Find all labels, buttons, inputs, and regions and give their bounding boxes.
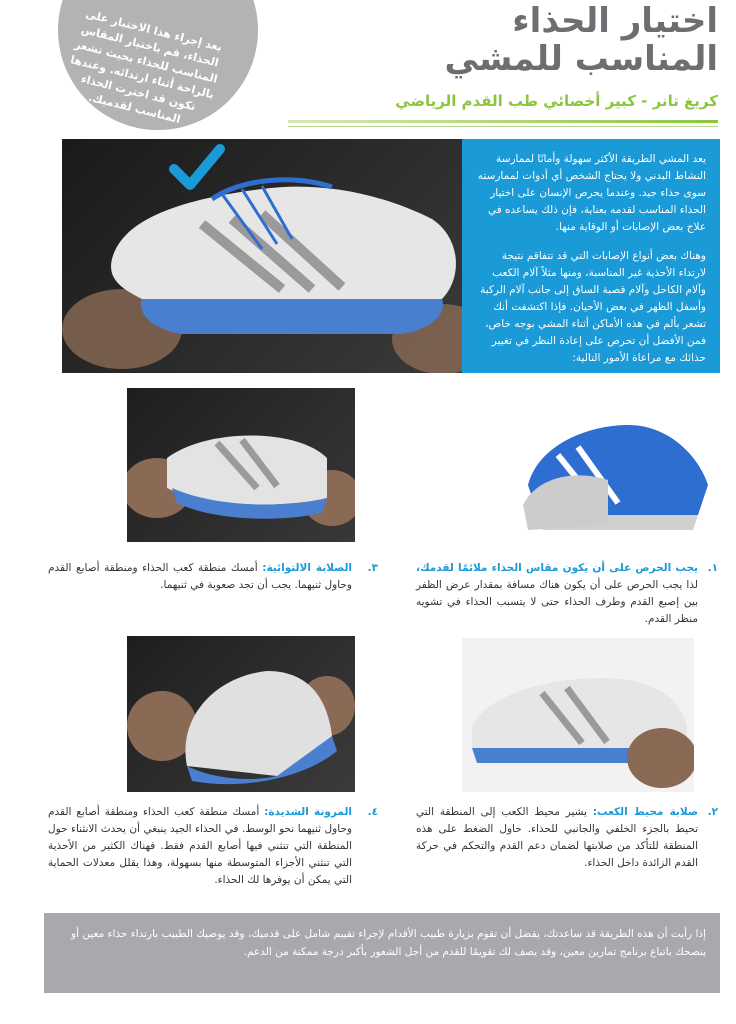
photo-torsional-test xyxy=(127,388,355,542)
step-4 xyxy=(48,804,378,889)
photo-flexibility-test xyxy=(127,636,355,792)
step-4-body: أمسك منطقة كعب الحذاء ومنطقة أصابع القدم وحاول ثنيهما نحو الوسط. في الحذاء الجيد ينبغي أن يحدث الانثناء حول المنطقة التي تنثني فيها أصابع القدم فقط. فهناك الكثير من الأحذية التي تنثني الأجزاء المتوسطة منها بسهولة، وهذا يقلل معدلات الحماية التي يمكن أن يوفرها لك الحذاء. xyxy=(48,806,352,886)
step-2-number: ٢. xyxy=(707,806,718,818)
step-3-body: أمسك منطقة كعب الحذاء ومنطقة أصابع القدم وحاول ثنيهما. يجب أن تجد صعوبة في ثنيهما. xyxy=(48,562,352,591)
shoe-pair-illustration xyxy=(498,385,718,543)
step-3 xyxy=(48,560,378,594)
step-3-number: ٣. xyxy=(367,562,378,574)
hero-shoe-photo xyxy=(62,139,462,373)
check-mark-icon xyxy=(166,139,226,199)
step-3-lead: الصلابة الالتوائية: xyxy=(262,562,353,574)
bending-shoe-illustration xyxy=(127,636,355,792)
step-1-number: ١. xyxy=(707,562,718,574)
step-1 xyxy=(416,560,718,628)
step-2-lead: صلابة محيط الكعب: xyxy=(592,806,698,818)
heel-press-illustration xyxy=(462,638,694,792)
photo-heel-counter-test xyxy=(462,638,694,792)
step-1-body: لذا يجب الحرص على أن يكون هناك مسافة بمقدار عرض الظفر بين إصبع القدم وطرف الحذاء حتى لا يتسبب الحذاء في تشويه منظر القدم. xyxy=(416,579,698,625)
step-2-body: يشير محيط الكعب إلى المنطقة التي تحيط بالجزء الخلفي والجانبي للحذاء. حاول الضغط على هذه المنطقة للتأكد من صلابتها لضمان دعم القدم والتحكم في حركة القدم الزائدة داخل الحذاء. xyxy=(416,806,698,869)
author-subtitle: كريغ تانر - كبير أخصائي طب القدم الرياضي xyxy=(395,92,718,110)
title-line-2: المناسب للمشي xyxy=(444,39,718,79)
title-line-1: اختيار الحذاء xyxy=(512,1,718,41)
photo-shoe-pair xyxy=(498,385,718,543)
step-1-lead: يجب الحرص على أن يكون مقاس الحذاء ملائمًا لقدمك، xyxy=(416,562,698,574)
step-4-lead: المرونة الشديدة: xyxy=(264,806,352,818)
step-4-number: ٤. xyxy=(367,806,378,818)
intro-paragraph-2: وهناك بعض أنواع الإصابات التي قد تتفاقم نتيجة لارتداء الأحذية غير المناسبة، ومنها مثلاً آلام الكعب وآلام الكاحل وآلام قصبة الساق إلى جانب آلام الركبة وأسفل الظهر في بعض الأحيان. فإذا اكتشفت أنك تشعر بألم في هذه الأماكن أثناء المشي بوجه خاص، فمن الأفضل أن تحرص على إعادة النظر في تغيير حذائك مع مراعاة الأمور التالية: xyxy=(480,250,706,364)
conclusion-box: إذا رأيت أن هذه الطريقة قد ساعدتك، يفضل أن تقوم بزيارة طبيب الأقدام لإجراء تقييم شامل على قدميك، وقد يوصيك الطبيب بارتداء حذاء معين أو ينصحك باتباع برنامج تمارين معين، وقد يصف لك تقويمًا للقدم من أجل الشعور بأكبر درجة ممكنة من الدعم. xyxy=(44,913,720,993)
divider-rule xyxy=(288,120,718,123)
twisting-shoe-illustration xyxy=(127,388,355,542)
intro-box xyxy=(462,139,720,373)
step-2 xyxy=(416,804,718,872)
note-circle-text: بعد إجراء هذا الاختبار على الحذاء، قم باختيار المقاس المناسب للحذاء بحيث تشعر بالراحة أثناء ارتدائه. وعندها تكون قد اخترت الحذاء المناسب لقدميك. xyxy=(69,7,224,127)
divider-rule-thin xyxy=(288,126,718,127)
shoe-illustration xyxy=(62,139,462,373)
page-title xyxy=(388,2,718,78)
intro-paragraph-1: يعد المشي الطريقة الأكثر سهولة وأمانًا لممارسة النشاط البدني ولا يحتاج الشخص أي أدوات لممارسته سوى حذاء جيد. وعندما يحرص الإنسان على اختيار الحذاء المناسب لقدمه بعناية، فإن ذلك يساعده في علاج بعض الإصابات أو الوقاية منها. xyxy=(477,153,706,233)
